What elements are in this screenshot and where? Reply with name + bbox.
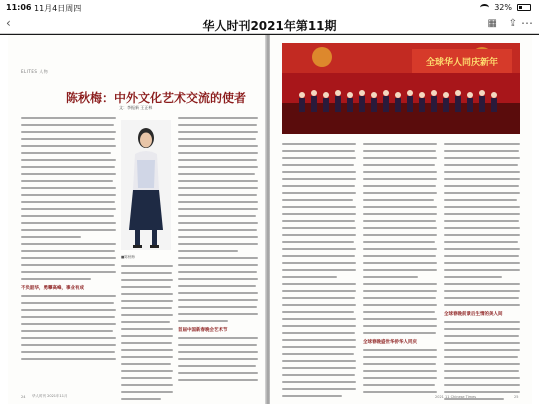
reader-toolbar <box>0 15 539 34</box>
status-date: 11月4日周四 <box>34 4 82 13</box>
more-icon[interactable]: ⋯ <box>521 16 533 30</box>
right-page <box>270 35 532 404</box>
grid-icon[interactable]: ▦ <box>487 18 497 29</box>
right-text-column-2 <box>363 143 437 398</box>
battery-icon <box>517 4 531 11</box>
left-page <box>8 35 266 404</box>
right-text-column-3 <box>444 143 520 404</box>
battery-percent: 32% <box>494 3 512 12</box>
status-bar <box>0 0 539 15</box>
portrait-caption: ■陈秋梅 <box>121 255 135 259</box>
stage-illustration <box>282 43 520 134</box>
status-time: 11:06 <box>6 3 32 12</box>
share-icon[interactable]: ⇪ <box>508 18 517 29</box>
right-text-column-1 <box>282 143 356 402</box>
subhead-1: 不负韶华，勇攀高峰，事业有成 <box>21 286 84 291</box>
issue-title: 华人时刊2021年第11期 <box>202 19 337 33</box>
status-icons <box>480 3 531 12</box>
wifi-icon <box>480 4 489 11</box>
subhead-2: 首届中国新春晚会艺术节 <box>178 328 228 333</box>
article-byline: 文：李振新 王正林 <box>119 105 153 110</box>
right-subhead-2: 全球春晚前景后生情的美人间 <box>444 312 503 317</box>
right-page-footer: 2021 11 Chinese Times <box>435 395 477 399</box>
text-column-1 <box>21 117 116 365</box>
section-label: ELITES 人物 <box>21 69 49 74</box>
text-column-2 <box>121 265 173 404</box>
chevron-left-icon[interactable]: ‹ <box>6 16 11 30</box>
left-page-footer: 华人时刊 2021年11月 <box>32 394 68 398</box>
portrait-photo <box>121 120 171 250</box>
right-page-number: 25 <box>514 395 519 399</box>
left-page-number: 24 <box>21 395 26 399</box>
stage-banner-text: 全球华人同庆新年 <box>425 58 499 68</box>
text-column-3 <box>178 117 258 386</box>
magazine-spread[interactable] <box>0 35 539 404</box>
right-subhead-1: 全球春晚盛世华侨华人同庆 <box>363 340 417 345</box>
article-headline: 陈秋梅：中外文化艺术交流的使者 <box>66 91 247 105</box>
stage-photo <box>282 43 520 134</box>
